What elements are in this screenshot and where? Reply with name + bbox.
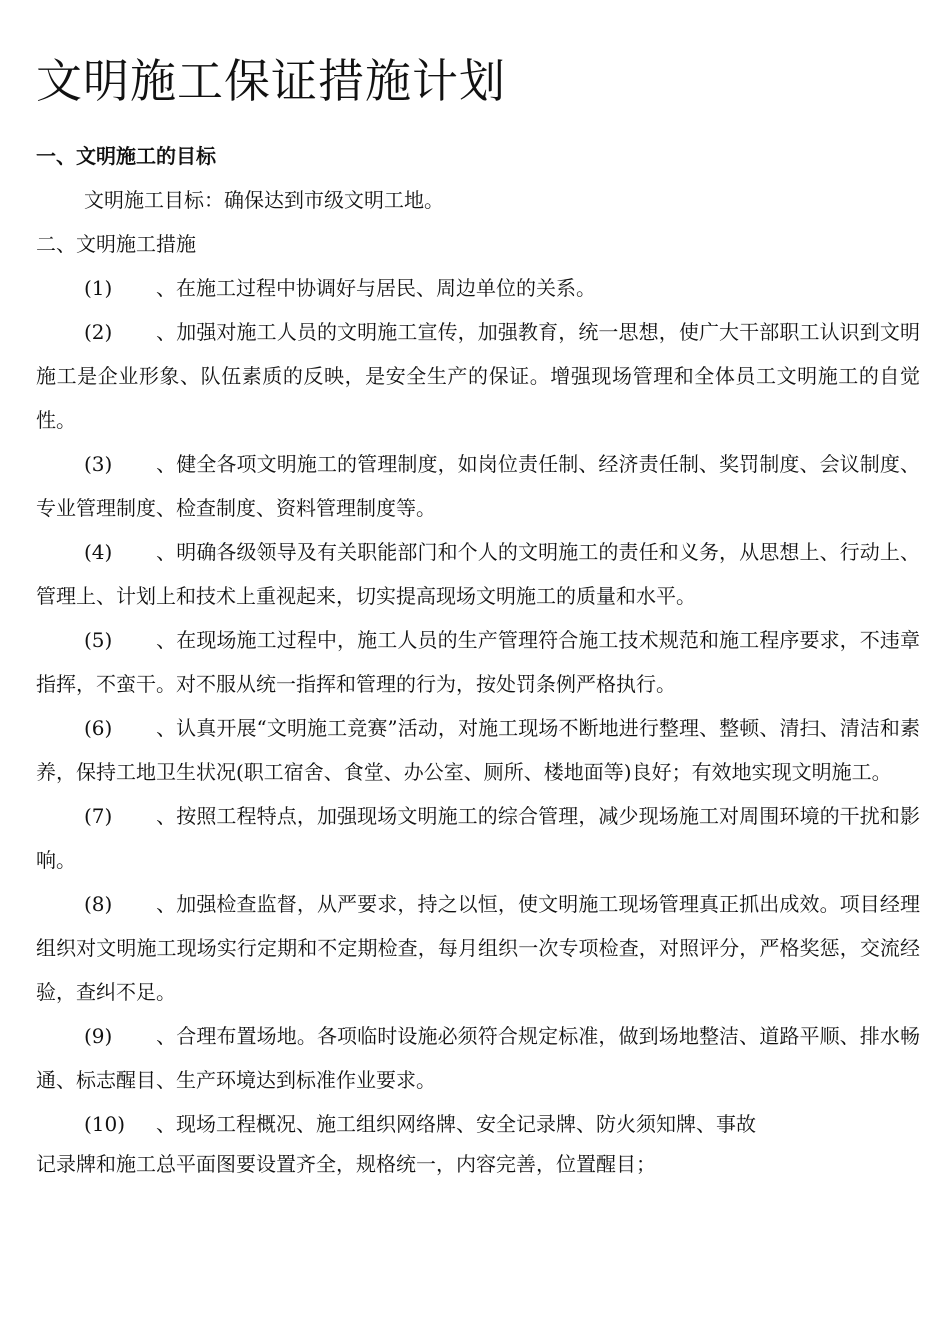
item-text: 、在施工过程中协调好与居民、周边单位的关系。	[156, 276, 596, 300]
item-10-line-1	[36, 1102, 920, 1146]
item-text: 、明确各级领导及有关职能部门和个人的文明施工的责任和义务，从思想上、行动上、管理上、计划上和技术上重视起来，切实提高现场文明施工的质量和水平。	[36, 540, 920, 608]
item-text: 、加强对施工人员的文明施工宣传，加强教育，统一思想，使广大干部职工认识到文明施工是企业形象、队伍素质的反映，是安全生产的保证。增强现场管理和全体员工文明施工的自觉性。	[36, 320, 920, 432]
item-text: 、按照工程特点，加强现场文明施工的综合管理，减少现场施工对周围环境的干扰和影响。	[36, 804, 920, 872]
item-number: (7)	[84, 804, 113, 828]
item-number: (1)	[84, 276, 113, 300]
item-text: 、在现场施工过程中，施工人员的生产管理符合施工技术规范和施工程序要求，不违章指挥，不蛮干。对不服从统一指挥和管理的行为，按处罚条例严格执行。	[36, 628, 920, 696]
item-text: 、健全各项文明施工的管理制度，如岗位责任制、经济责任制、奖罚制度、会议制度、专业管理制度、检查制度、资料管理制度等。	[36, 452, 920, 520]
measure-item-9	[36, 1014, 920, 1102]
item-text: 、合理布置场地。各项临时设施必须符合规定标准，做到场地整洁、道路平顺、排水畅通、标志醒目、生产环境达到标准作业要求。	[36, 1024, 920, 1092]
section-2-heading: 二、文明施工措施	[36, 232, 196, 256]
item-text: 、认真开展“文明施工竞赛”活动，对施工现场不断地进行整理、整顿、清扫、清洁和素养，保持工地卫生状况(职工宿舍、食堂、办公室、厕所、楼地面等)良好；有效地实现文明施工。	[36, 716, 920, 784]
section-1-heading: 一、文明施工的目标	[36, 144, 216, 168]
item-number: (4)	[84, 540, 113, 564]
item-number: (2)	[84, 320, 113, 344]
document-title: 文明施工保证措施计划	[36, 54, 506, 108]
item-number: (6)	[84, 716, 113, 740]
measure-item-7	[36, 794, 920, 882]
measure-item-8	[36, 882, 920, 1014]
item-number: (10)	[84, 1112, 126, 1136]
measure-item-10	[36, 1102, 920, 1182]
measure-item-1	[36, 266, 920, 310]
item-text: 、加强检查监督，从严要求，持之以恒，使文明施工现场管理真正抓出成效。项目经理组织对文明施工现场实行定期和不定期检查，每月组织一次专项检查，对照评分，严格奖惩，交流经验，查纠不足。	[36, 892, 920, 1004]
measure-item-3	[36, 442, 920, 530]
item-10-line-2: 记录牌和施工总平面图要设置齐全，规格统一，内容完善，位置醒目；	[36, 1152, 656, 1176]
item-text: 、现场工程概况、施工组织网络牌、安全记录牌、防火须知牌、事故	[156, 1112, 756, 1136]
measure-item-4	[36, 530, 920, 618]
measure-item-6	[36, 706, 920, 794]
measure-item-2	[36, 310, 920, 442]
section-1-content: 文明施工目标：确保达到市级文明工地。	[84, 188, 444, 212]
measure-item-5	[36, 618, 920, 706]
item-number: (9)	[84, 1024, 113, 1048]
item-number: (8)	[84, 892, 113, 916]
item-number: (3)	[84, 452, 113, 476]
document-page	[36, 0, 920, 1182]
item-number: (5)	[84, 628, 113, 652]
